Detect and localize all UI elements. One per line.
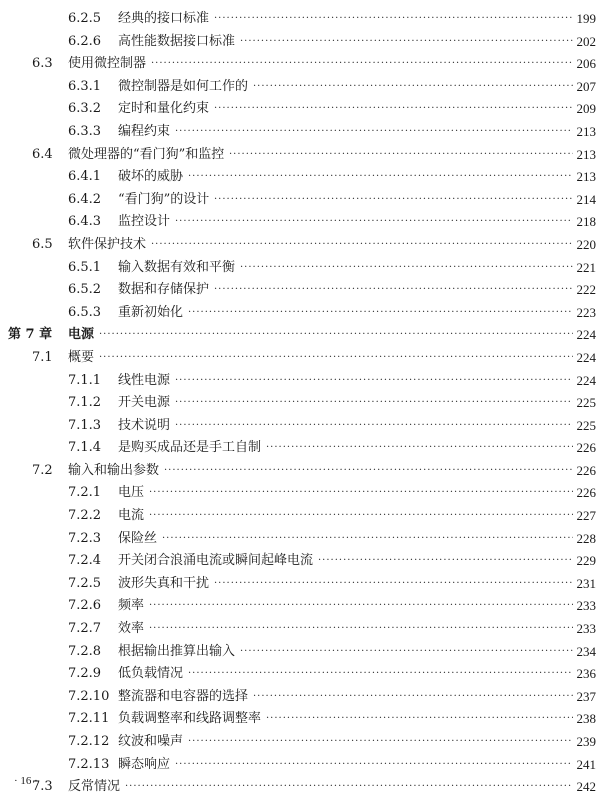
- dot-leader: [240, 31, 573, 54]
- toc-entry-page: 234: [576, 643, 596, 659]
- toc-entry: [0, 460, 610, 483]
- toc-entry-title: 开关电源: [118, 392, 173, 415]
- toc-entry-title: “看门狗”的设计: [118, 189, 212, 212]
- toc-entry-title: 监控设计: [118, 211, 173, 234]
- dot-leader: [99, 324, 573, 347]
- toc-entry: [0, 31, 610, 54]
- dot-leader: [175, 415, 573, 438]
- toc-entry-page: 239: [576, 734, 596, 749]
- toc-entry-page: 226: [576, 485, 596, 501]
- toc-entry: [0, 776, 610, 799]
- toc-entry-title: 技术说明: [118, 415, 173, 438]
- dot-leader: [99, 347, 573, 370]
- toc-entry-number: 7.1.3: [68, 417, 102, 433]
- toc-entry-page: 236: [576, 666, 596, 682]
- toc-entry-page: 224: [576, 327, 596, 343]
- toc-entry-title: 保险丝: [118, 528, 160, 551]
- toc-entry-number: 6.3.1: [68, 78, 102, 94]
- toc-entry-page: 206: [576, 56, 596, 72]
- dot-leader: [214, 189, 573, 212]
- dot-leader: [149, 618, 573, 641]
- dot-leader: [214, 98, 573, 121]
- toc-entry-page: 213: [576, 146, 596, 162]
- toc-entry-page: 209: [576, 101, 596, 117]
- toc-entry-number: 7.2.1: [68, 485, 102, 501]
- dot-leader: [240, 641, 573, 664]
- toc-entry-page: 237: [576, 688, 596, 704]
- toc-entry-title: 线性电源: [118, 370, 173, 393]
- dot-leader: [188, 166, 573, 189]
- toc-entry-title: 输入数据有效和平衡: [118, 257, 238, 280]
- toc-entry-page: 207: [576, 78, 596, 94]
- toc-entry-number: 7.2.13: [68, 756, 110, 772]
- toc-entry-number: 6.3: [32, 56, 53, 72]
- toc-entry-page: 218: [576, 214, 596, 230]
- toc-entry-page: 241: [576, 756, 596, 772]
- toc-entry-number: 7.2.10: [68, 688, 110, 704]
- toc-entry-number: 7.2.3: [68, 530, 102, 546]
- toc-entry-number: 7.1.2: [68, 395, 102, 411]
- toc-entry-title: 定时和量化约束: [118, 98, 212, 121]
- toc-entry: [0, 324, 610, 347]
- toc-entry-title: 数据和存储保护: [118, 279, 212, 302]
- toc-entry: [0, 528, 610, 551]
- toc-entry: [0, 573, 610, 596]
- toc-entry-title: 根据输出推算出输入: [118, 641, 238, 664]
- toc-entry-page: 213: [576, 123, 596, 139]
- dot-leader: [175, 121, 573, 144]
- toc-entry-title: 整流器和电容器的选择: [118, 686, 251, 709]
- toc-entry: [0, 663, 610, 686]
- toc-entry: [0, 347, 610, 370]
- toc-entry-number: 6.5: [32, 236, 53, 252]
- toc-entry-number: 6.5.3: [68, 304, 102, 320]
- toc-entry-page: 213: [576, 169, 596, 185]
- toc-entry: [0, 482, 610, 505]
- dot-leader: [149, 482, 573, 505]
- toc-entry-page: 231: [576, 575, 596, 591]
- toc-entry-title: 概要: [68, 347, 97, 370]
- toc-entry-title: 电源: [68, 324, 97, 347]
- toc-entry: [0, 370, 610, 393]
- toc-entry-page: 214: [576, 191, 596, 207]
- toc-entry-title: 反常情况: [68, 776, 123, 799]
- toc-entry-number: 6.4.3: [68, 214, 102, 230]
- toc-entry-title: 效率: [118, 618, 147, 641]
- toc-entry-title: 纹波和噪声: [118, 731, 186, 754]
- toc-entry-page: 222: [576, 282, 596, 298]
- toc-entry-number: 7.2.6: [68, 598, 102, 614]
- toc-entry-page: 233: [576, 621, 596, 637]
- toc-entry: [0, 550, 610, 573]
- toc-entry-number: 7.2.5: [68, 575, 102, 591]
- toc-entry-title: 经典的接口标准: [118, 8, 212, 31]
- toc-entry: [0, 392, 610, 415]
- toc-entry: [0, 641, 610, 664]
- toc-entry-number: 7.2.12: [68, 734, 110, 749]
- toc-entry-page: 225: [576, 417, 596, 433]
- toc-entry-title: 电流: [118, 505, 147, 528]
- toc-entry: [0, 437, 610, 460]
- toc-entry-number: 7.2: [32, 462, 53, 478]
- table-of-contents: [0, 8, 610, 799]
- toc-entry-title: 使用微控制器: [68, 53, 149, 76]
- toc-entry: [0, 98, 610, 121]
- toc-entry-number: 7.1: [32, 349, 53, 365]
- toc-entry-title: 重新初始化: [118, 302, 186, 325]
- dot-leader: [175, 211, 573, 234]
- toc-entry-number: 第 7 章: [8, 327, 53, 343]
- toc-entry-number: 6.4.1: [68, 169, 102, 185]
- toc-entry-page: 233: [576, 598, 596, 614]
- toc-entry: [0, 302, 610, 325]
- toc-entry-number: 7.1.1: [68, 372, 102, 388]
- toc-entry: [0, 505, 610, 528]
- dot-leader: [175, 754, 573, 777]
- dot-leader: [266, 437, 573, 460]
- toc-entry-page: 202: [576, 33, 596, 49]
- toc-entry: [0, 121, 610, 144]
- toc-entry-page: 225: [576, 395, 596, 411]
- dot-leader: [164, 460, 573, 483]
- dot-leader: [188, 302, 573, 325]
- toc-entry-number: 7.2.11: [68, 711, 110, 727]
- toc-entry: [0, 415, 610, 438]
- dot-leader: [253, 686, 573, 709]
- toc-entry-title: 破坏的威胁: [118, 166, 186, 189]
- toc-entry-title: 是购买成品还是手工自制: [118, 437, 264, 460]
- toc-entry-title: 软件保护技术: [68, 234, 149, 257]
- dot-leader: [149, 505, 573, 528]
- toc-entry: [0, 211, 610, 234]
- toc-entry: [0, 144, 610, 167]
- toc-entry-page: 224: [576, 372, 596, 388]
- dot-leader: [188, 663, 573, 686]
- toc-entry-title: 负载调整率和线路调整率: [118, 708, 264, 731]
- toc-entry-page: 238: [576, 711, 596, 727]
- toc-entry-number: 7.2.7: [68, 621, 102, 637]
- toc-entry-number: 6.3.2: [68, 101, 102, 117]
- toc-entry-number: 6.2.5: [68, 11, 102, 26]
- toc-entry-title: 低负载情况: [118, 663, 186, 686]
- toc-entry-title: 高性能数据接口标准: [118, 31, 238, 54]
- page-number-footer: · 16 ·: [14, 775, 38, 787]
- toc-entry: [0, 708, 610, 731]
- dot-leader: [253, 76, 573, 99]
- dot-leader: [162, 528, 573, 551]
- toc-entry-number: 7.1.4: [68, 440, 102, 456]
- toc-entry-title: 微控制器是如何工作的: [118, 76, 251, 99]
- toc-entry: [0, 754, 610, 777]
- toc-entry-page: 227: [576, 508, 596, 524]
- toc-entry: [0, 53, 610, 76]
- toc-entry-title: 瞬态响应: [118, 754, 173, 777]
- dot-leader: [214, 573, 573, 596]
- toc-entry: [0, 257, 610, 280]
- toc-entry-title: 波形失真和干扰: [118, 573, 212, 596]
- toc-entry-number: 6.5.1: [68, 259, 102, 275]
- toc-entry: [0, 731, 610, 754]
- dot-leader: [151, 234, 573, 257]
- toc-entry-title: 频率: [118, 595, 147, 618]
- toc-entry-page: 229: [576, 553, 596, 569]
- toc-entry: [0, 618, 610, 641]
- toc-entry-number: 7.2.2: [68, 508, 102, 524]
- toc-entry-number: 6.4.2: [68, 191, 102, 207]
- toc-entry-title: 微处理器的“看门狗”和监控: [68, 144, 227, 167]
- toc-entry-page: 223: [576, 304, 596, 320]
- toc-entry-page: 228: [576, 530, 596, 546]
- toc-entry-page: 220: [576, 236, 596, 252]
- dot-leader: [229, 144, 573, 167]
- toc-entry: [0, 595, 610, 618]
- dot-leader: [125, 776, 573, 799]
- dot-leader: [175, 392, 573, 415]
- toc-entry-page: 226: [576, 440, 596, 456]
- toc-entry-title: 输入和输出参数: [68, 460, 162, 483]
- toc-entry-number: 7.2.4: [68, 553, 102, 569]
- toc-entry-page: 242: [576, 779, 596, 795]
- toc-entry: [0, 686, 610, 709]
- toc-entry-page: 224: [576, 349, 596, 365]
- toc-entry-title: 编程约束: [118, 121, 173, 144]
- toc-entry: [0, 166, 610, 189]
- toc-entry-number: 6.2.6: [68, 33, 102, 49]
- dot-leader: [151, 53, 573, 76]
- toc-entry-number: 6.4: [32, 146, 53, 162]
- toc-entry-number: 7.2.8: [68, 643, 102, 659]
- toc-entry-page: 221: [576, 259, 596, 275]
- dot-leader: [266, 708, 573, 731]
- toc-entry: [0, 8, 610, 31]
- toc-entry-title: 电压: [118, 482, 147, 505]
- toc-entry-page: 226: [576, 462, 596, 478]
- toc-entry: [0, 76, 610, 99]
- toc-entry: [0, 189, 610, 212]
- dot-leader: [318, 550, 573, 573]
- dot-leader: [214, 279, 573, 302]
- toc-entry-number: 7.2.9: [68, 666, 102, 682]
- dot-leader: [175, 370, 573, 393]
- toc-entry-number: 6.3.3: [68, 123, 102, 139]
- toc-entry: [0, 279, 610, 302]
- toc-entry: [0, 234, 610, 257]
- dot-leader: [188, 731, 573, 754]
- toc-entry-number: 6.5.2: [68, 282, 102, 298]
- dot-leader: [214, 8, 573, 31]
- toc-entry-title: 开关闭合浪涌电流或瞬间起峰电流: [118, 550, 316, 573]
- dot-leader: [149, 595, 573, 618]
- dot-leader: [240, 257, 573, 280]
- toc-entry-number: 7.3: [32, 779, 53, 795]
- toc-entry-page: 199: [576, 11, 596, 26]
